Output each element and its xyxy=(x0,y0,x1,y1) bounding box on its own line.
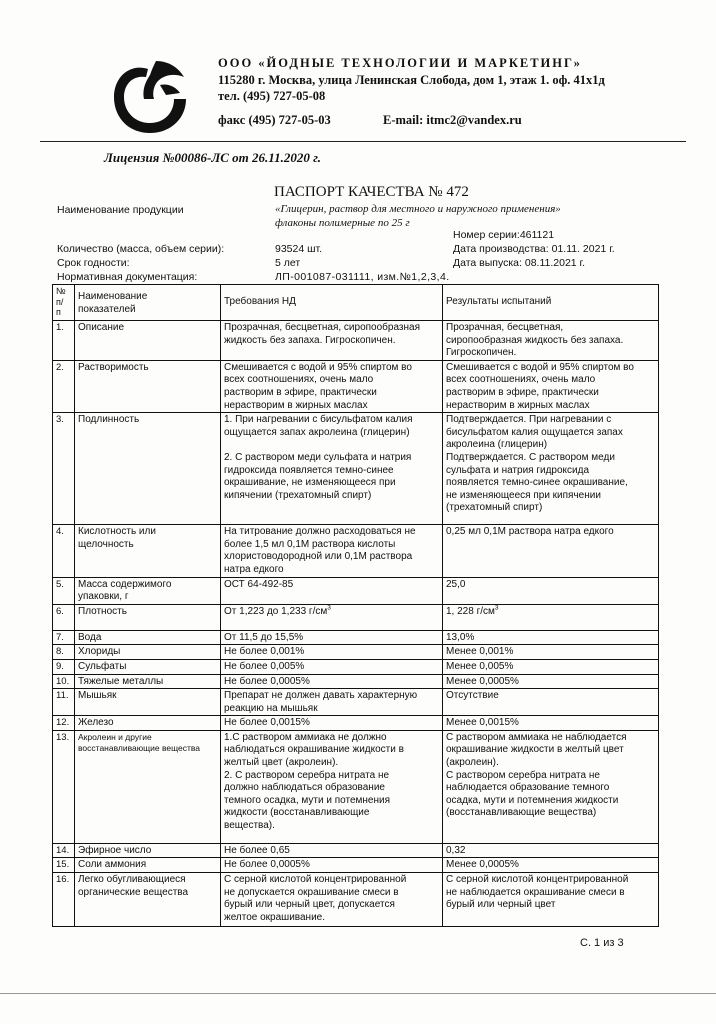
company-logo xyxy=(108,55,192,139)
shelf-life-label: Срок годности: xyxy=(57,257,130,269)
requirement-text: Не более 0,65 xyxy=(224,844,290,856)
row-number: 6. xyxy=(53,604,75,630)
requirement-cell xyxy=(221,843,443,858)
table-row xyxy=(53,843,659,858)
requirement-text: Не более 0,005% xyxy=(224,660,305,672)
quantity-value: 93524 шт. xyxy=(275,243,323,255)
result-cell xyxy=(443,525,659,577)
product-label: Наименование продукции xyxy=(57,204,184,216)
norm-doc-value: ЛП-001087-031111, изм.№1,2,3,4. xyxy=(275,271,450,283)
table-row xyxy=(53,659,659,674)
release-date: Дата выпуска: 08.11.2021 г. xyxy=(453,257,586,269)
indicator-name: Кислотность или щелочность xyxy=(75,525,221,577)
table-row xyxy=(53,674,659,689)
result-text: 25,0 xyxy=(446,578,466,590)
quality-table xyxy=(52,284,659,927)
table-row xyxy=(53,604,659,630)
result-cell xyxy=(443,360,659,412)
product-name: «Глицерин, раствор для местного и наружного применения» xyxy=(275,203,561,215)
indicator-name: Эфирное число xyxy=(75,843,221,858)
requirement-text: На титрование должно расходоваться не более 1,5 мл 0,1М раствора кислоты хлористоводородной или 0,1М раствора натра едкого xyxy=(224,526,416,575)
scan-edge-line xyxy=(0,993,716,994)
company-address: 115280 г. Москва, улица Ленинская Слобода, дом 1, этаж 1. оф. 41х1д xyxy=(218,73,605,87)
requirement-text: Не более 0,0015% xyxy=(224,717,310,729)
result-text: Менее 0,005% xyxy=(446,660,514,672)
requirement-cell xyxy=(221,577,443,604)
table-row xyxy=(53,321,659,361)
requirement-cell xyxy=(221,659,443,674)
row-number: 12. xyxy=(53,716,75,731)
row-number: 7. xyxy=(53,630,75,645)
row-number: 5. xyxy=(53,577,75,604)
table-header-row xyxy=(53,285,659,321)
requirement-text: Прозрачная, бесцветная, сиропообразная жидкость без запаха. Гигроскопичен. xyxy=(224,322,420,346)
production-date: Дата производства: 01.11. 2021 г. xyxy=(453,243,615,255)
product-packaging: флаконы полимерные по 25 г xyxy=(275,217,410,229)
indicator-name: Мышьяк xyxy=(75,689,221,716)
row-number: 11. xyxy=(53,689,75,716)
row-number: 9. xyxy=(53,659,75,674)
requirement-text: С серной кислотой концентрированной не допускается окрашивание смеси в бурый или черный цвет, допускается желтое окрашивание. xyxy=(224,874,407,923)
requirement-text: 1. При нагревании с бисульфатом калия ощущается запах акролеина (глицерин) 2. С раствором меди сульфата и натрия гидроксида появляется темно-синее окрашивание, не изменяющееся при кипячении (трехатомный спирт) xyxy=(224,414,413,501)
result-cell xyxy=(443,321,659,361)
requirement-cell xyxy=(221,645,443,660)
result-cell xyxy=(443,645,659,660)
indicator-name: Вода xyxy=(75,630,221,645)
result-text: Отсутствие xyxy=(446,690,499,702)
result-text: 13,0% xyxy=(446,631,475,643)
result-cell xyxy=(443,858,659,873)
requirement-text: Препарат не должен давать характерную реакцию на мышьяк xyxy=(224,690,418,714)
requirement-text: Не более 0,0005% xyxy=(224,675,310,687)
indicator-name: Легко обугливающиеся органические вещества xyxy=(75,873,221,927)
header-name: Наименование показателей xyxy=(75,285,221,321)
indicator-name: Плотность xyxy=(75,604,221,630)
result-text: 0,32 xyxy=(446,844,466,856)
result-unit-superscript: 3 xyxy=(494,604,499,612)
row-number: 16. xyxy=(53,873,75,927)
indicator-name: Подлинность xyxy=(75,413,221,525)
result-text: Менее 0,0005% xyxy=(446,675,519,687)
result-text: С серной кислотой концентрированной не наблюдается окрашивание смеси в бурый или черный цвет xyxy=(446,874,629,911)
result-cell xyxy=(443,716,659,731)
row-number: 15. xyxy=(53,858,75,873)
indicator-name: Описание xyxy=(75,321,221,361)
requirement-cell xyxy=(221,730,443,843)
table-row xyxy=(53,689,659,716)
passport-title: ПАСПОРТ КАЧЕСТВА № 472 xyxy=(274,184,469,200)
row-number: 14. xyxy=(53,843,75,858)
result-cell xyxy=(443,413,659,525)
requirement-cell xyxy=(221,604,443,630)
requirement-cell xyxy=(221,873,443,927)
quantity-label: Количество (масса, объем серии): xyxy=(57,243,225,255)
indicator-name: Тяжелые металлы xyxy=(75,674,221,689)
indicator-name: Масса содержимого упаковки, г xyxy=(75,577,221,604)
requirement-cell xyxy=(221,674,443,689)
requirement-cell xyxy=(221,321,443,361)
table-row xyxy=(53,413,659,525)
indicator-name: Сульфаты xyxy=(75,659,221,674)
shelf-life-value: 5 лет xyxy=(275,257,301,269)
table-row xyxy=(53,873,659,927)
requirement-text: 1.С раствором аммиака не должно наблюдаться окрашивание жидкости в желтый цвет (акролеин). 2. С раствором серебра нитрата не должно наблюдаться образование темного осадка, мути и потемнения жидкости (восстанавливающие вещества). xyxy=(224,731,404,832)
requirement-text: ОСТ 64-492-85 xyxy=(224,578,294,590)
requirement-cell xyxy=(221,630,443,645)
row-number: 4. xyxy=(53,525,75,577)
requirement-text: Не более 0,001% xyxy=(224,646,305,658)
result-text: Менее 0,001% xyxy=(446,646,514,658)
license: Лицензия №00086-ЛС от 26.11.2020 г. xyxy=(104,150,321,165)
result-text: 1, 228 г/см xyxy=(446,605,495,617)
table-row xyxy=(53,360,659,412)
result-text: Менее 0,0015% xyxy=(446,717,519,729)
result-text: С раствором аммиака не наблюдается окрашивание жидкости в желтый цвет (акролеин). С раствором серебра нитрата не наблюдается образование темного осадка, мути и потемнения жидкости (восстанавливающие вещества) xyxy=(446,731,627,819)
requirement-cell xyxy=(221,689,443,716)
requirement-cell xyxy=(221,858,443,873)
requirement-cell xyxy=(221,525,443,577)
row-number: 10. xyxy=(53,674,75,689)
result-text: Смешивается с водой и 95% спиртом во всех соотношениях, очень мало растворим в эфире, практически нерастворим в жирных маслах xyxy=(446,361,634,411)
requirement-text: Смешивается с водой и 95% спиртом во всех соотношениях, очень мало растворим в эфире, практически нерастворим в жирных маслах xyxy=(224,361,412,411)
norm-doc-label: Нормативная документация: xyxy=(57,271,198,283)
result-cell xyxy=(443,843,659,858)
table-row xyxy=(53,730,659,843)
row-number: 3. xyxy=(53,413,75,525)
requirement-text: Не более 0,0005% xyxy=(224,859,310,871)
company-email: E-mail: itmc2@vandex.ru xyxy=(383,113,522,127)
header-divider xyxy=(40,141,686,142)
result-cell xyxy=(443,630,659,645)
company-fax: факс (495) 727-05-03 xyxy=(218,113,331,127)
company-phone: тел. (495) 727-05-08 xyxy=(218,89,326,103)
result-cell xyxy=(443,730,659,843)
indicator-name: Соли аммония xyxy=(75,858,221,873)
indicator-name: Железо xyxy=(75,716,221,731)
table-row xyxy=(53,577,659,604)
series-number: Номер серии:461121 xyxy=(453,229,555,241)
indicator-name: Акролеин и другие восстанавливающие вещества xyxy=(75,730,221,843)
row-number: 13. xyxy=(53,730,75,843)
table-row xyxy=(53,858,659,873)
row-number: 1. xyxy=(53,321,75,361)
requirement-cell xyxy=(221,413,443,525)
requirement-text: От 11,5 до 15,5% xyxy=(224,631,304,643)
header-results: Результаты испытаний xyxy=(443,285,659,321)
result-cell xyxy=(443,674,659,689)
row-number: 2. xyxy=(53,360,75,412)
result-cell xyxy=(443,604,659,630)
result-cell xyxy=(443,873,659,927)
header-num: № п/ п xyxy=(53,285,75,321)
requirement-unit-superscript: 3 xyxy=(327,604,331,612)
table-row xyxy=(53,525,659,577)
requirement-cell xyxy=(221,360,443,412)
table-row xyxy=(53,630,659,645)
requirement-cell xyxy=(221,716,443,731)
indicator-name: Хлориды xyxy=(75,645,221,660)
table-row xyxy=(53,645,659,660)
result-text: Менее 0,0005% xyxy=(446,859,519,871)
row-number: 8. xyxy=(53,645,75,660)
header-requirements: Требования НД xyxy=(221,285,443,321)
indicator-name: Растворимость xyxy=(75,360,221,412)
result-text: Прозрачная, бесцветная, сиропообразная жидкость без запаха. Гигроскопичен. xyxy=(446,322,624,359)
requirement-text: От 1,223 до 1,233 г/см xyxy=(224,605,328,617)
table-row xyxy=(53,716,659,731)
page-number: С. 1 из 3 xyxy=(580,937,624,949)
result-text: Подтверждается. При нагревании с бисульфатом калия ощущается запах акролеина (глицерин) Подтверждается. С раствором меди сульфата и натрия гидроксида появляется темно-синее окрашивание, не изменяющееся при кипячении (трехатомный спирт) xyxy=(446,414,628,514)
result-text: 0,25 мл 0,1М раствора натра едкого xyxy=(446,526,614,538)
result-cell xyxy=(443,689,659,716)
company-name: ООО «ЙОДНЫЕ ТЕХНОЛОГИИ И МАРКЕТИНГ» xyxy=(218,56,582,70)
result-cell xyxy=(443,659,659,674)
result-cell xyxy=(443,577,659,604)
